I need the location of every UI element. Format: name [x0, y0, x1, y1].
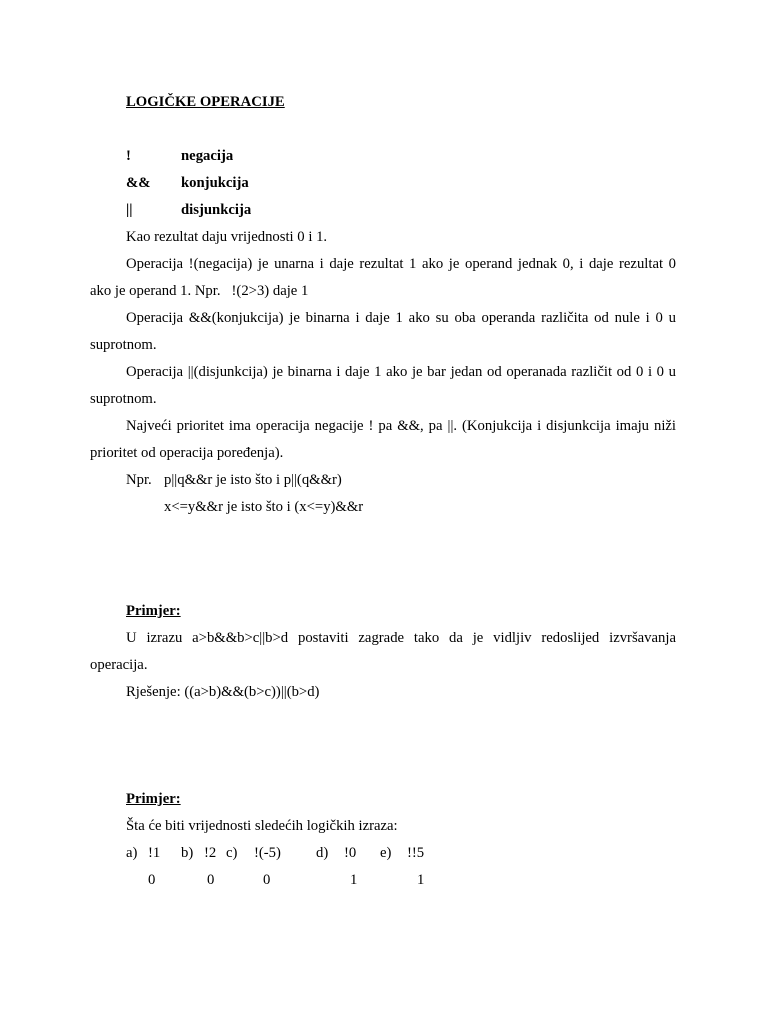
paragraph-disjunction-line1: Operacija ||(disjunkcija) je binarna i daje 1 ako je bar jedan od operanada različit od 0 i 0 u — [126, 364, 676, 380]
item-a-expression: !1 — [148, 845, 161, 861]
operator-symbol-negation: ! — [126, 148, 131, 164]
item-e-expression: !!5 — [407, 845, 425, 861]
example-label-npr: Npr. — [126, 472, 152, 488]
item-e-label: e) — [380, 845, 392, 861]
operator-symbol-conjunction: && — [126, 175, 151, 191]
operator-name-negation: negacija — [181, 148, 234, 164]
example2-heading: Primjer: — [126, 791, 181, 807]
paragraph-conjunction-line1: Operacija &&(konjukcija) je binarna i daje 1 ako su oba operanda različita od nule i 0 u — [126, 310, 676, 326]
item-a-value: 0 — [148, 872, 156, 888]
item-d-expression: !0 — [344, 845, 357, 861]
paragraph-negation-line2: ako je operand 1. Npr. !(2>3) daje 1 — [90, 283, 309, 299]
example-expression-1: p||q&&r je isto što i p||(q&&r) — [164, 472, 342, 488]
example1-task-line1: U izrazu a>b&&b>c||b>d postaviti zagrade tako da je vidljiv redoslijed izvršavanja — [126, 630, 676, 646]
paragraph-disjunction-line2: suprotnom. — [90, 391, 157, 407]
example2-question: Šta će biti vrijednosti sledećih logičkih izraza: — [126, 818, 398, 834]
item-d-value: 1 — [350, 872, 358, 888]
operator-symbol-disjunction: || — [126, 202, 133, 218]
item-c-value: 0 — [263, 872, 271, 888]
operator-name-conjunction: konjukcija — [181, 175, 249, 191]
item-b-value: 0 — [207, 872, 215, 888]
example1-solution: Rješenje: ((a>b)&&(b>c))||(b>d) — [126, 684, 320, 700]
example-expression-2: x<=y&&r je isto što i (x<=y)&&r — [164, 499, 364, 515]
item-b-label: b) — [181, 845, 194, 861]
paragraph-priority-line1: Najveći prioritet ima operacija negacije ! pa &&, pa ||. (Konjukcija i disjunkcija imaju niži — [126, 418, 676, 434]
paragraph-conjunction-line2: suprotnom. — [90, 337, 157, 353]
paragraph-negation-line1: Operacija !(negacija) je unarna i daje rezultat 1 ako je operand jednak 0, i daje rezultat 0 — [126, 256, 676, 272]
item-d-label: d) — [316, 845, 329, 861]
item-c-expression: !(-5) — [254, 845, 281, 861]
paragraph-result-values: Kao rezultat daju vrijednosti 0 i 1. — [126, 229, 328, 245]
example1-heading: Primjer: — [126, 603, 181, 619]
document-title: LOGIČKE OPERACIJE — [126, 94, 285, 110]
operator-name-disjunction: disjunkcija — [181, 202, 252, 218]
item-c-label: c) — [226, 845, 238, 861]
example1-task-line2: operacija. — [90, 657, 148, 673]
item-e-value: 1 — [417, 872, 425, 888]
paragraph-priority-line2: prioritet od operacija poređenja). — [90, 445, 284, 461]
item-a-label: a) — [126, 845, 138, 861]
item-b-expression: !2 — [204, 845, 217, 861]
